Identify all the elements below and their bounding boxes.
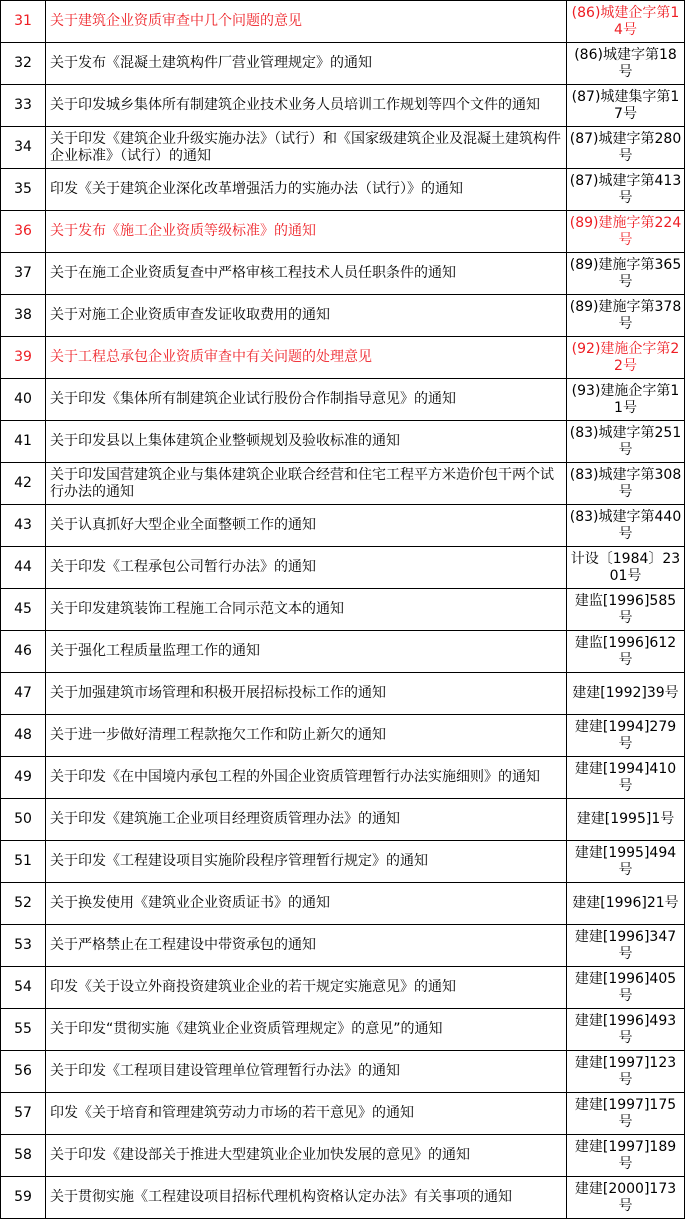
table-row [1,715,685,757]
row-number: 51 [1,841,46,883]
document-number: (93)建施企字第11号 [567,379,685,421]
document-number: 建建[1997]189号 [567,1135,685,1177]
table-row [1,337,685,379]
document-number: 建监[1996]612号 [567,631,685,673]
row-number: 45 [1,589,46,631]
row-number: 47 [1,673,46,715]
document-number: 计设〔1984〕2301号 [567,547,685,589]
table-row [1,1135,685,1177]
document-title: 印发《关于设立外商投资建筑业企业的若干规定实施意见》的通知 [46,967,567,1009]
document-title: 关于印发《在中国境内承包工程的外国企业资质管理暂行办法实施细则》的通知 [46,757,567,799]
table-row [1,883,685,925]
document-title: 关于印发《工程承包公司暂行办法》的通知 [46,547,567,589]
document-number: 建建[1997]175号 [567,1093,685,1135]
document-number: (89)建施字第224号 [567,211,685,253]
row-number: 48 [1,715,46,757]
row-number: 53 [1,925,46,967]
document-number: (87)城建字第280号 [567,127,685,169]
row-number: 49 [1,757,46,799]
table-row [1,841,685,883]
document-title: 关于印发《建筑企业升级实施办法》（试行）和《国家级建筑企业及混凝土建筑构件企业标准》（试行）的通知 [46,127,567,169]
document-title: 关于认真抓好大型企业全面整顿工作的通知 [46,505,567,547]
table-row [1,505,685,547]
row-number: 31 [1,1,46,43]
table-row [1,1093,685,1135]
document-title: 关于加强建筑市场管理和积极开展招标投标工作的通知 [46,673,567,715]
document-title: 关于印发“贯彻实施《建筑业企业资质管理规定》的意见”的通知 [46,1009,567,1051]
row-number: 43 [1,505,46,547]
document-title: 关于换发使用《建筑业企业资质证书》的通知 [46,883,567,925]
table-row [1,211,685,253]
table-row [1,43,685,85]
document-title: 关于贯彻实施《工程建设项目招标代理机构资格认定办法》有关事项的通知 [46,1177,567,1219]
row-number: 39 [1,337,46,379]
table-row [1,757,685,799]
table-row [1,1009,685,1051]
document-number: (83)城建字第308号 [567,463,685,505]
table-row [1,1,685,43]
document-title: 关于强化工程质量监理工作的通知 [46,631,567,673]
table-row [1,253,685,295]
table-row [1,463,685,505]
document-number: 建建[1996]21号 [567,883,685,925]
document-number: (83)城建字第440号 [567,505,685,547]
document-title: 关于印发《建设部关于推进大型建筑业企业加快发展的意见》的通知 [46,1135,567,1177]
document-title: 关于印发国营建筑企业与集体建筑企业联合经营和住宅工程平方米造价包干两个试行办法的通知 [46,463,567,505]
document-title: 关于建筑企业资质审查中几个问题的意见 [46,1,567,43]
document-title: 关于印发《建筑施工企业项目经理资质管理办法》的通知 [46,799,567,841]
document-number: (86)城建企字第14号 [567,1,685,43]
document-number: 建建[1996]493号 [567,1009,685,1051]
document-number: (92)建施企字第22号 [567,337,685,379]
document-number: (87)城建字第413号 [567,169,685,211]
table-row [1,631,685,673]
document-number: 建建[1996]347号 [567,925,685,967]
row-number: 56 [1,1051,46,1093]
document-number: (89)建施字第365号 [567,253,685,295]
table-row [1,127,685,169]
document-title: 印发《关于建筑企业深化改革增强活力的实施办法（试行）》的通知 [46,169,567,211]
row-number: 41 [1,421,46,463]
table-row [1,1051,685,1093]
document-title: 关于发布《施工企业资质等级标准》的通知 [46,211,567,253]
document-title: 关于印发城乡集体所有制建筑企业技术业务人员培训工作规划等四个文件的通知 [46,85,567,127]
row-number: 38 [1,295,46,337]
row-number: 35 [1,169,46,211]
row-number: 54 [1,967,46,1009]
document-title: 关于印发《工程建设项目实施阶段程序管理暂行规定》的通知 [46,841,567,883]
table-row [1,967,685,1009]
row-number: 55 [1,1009,46,1051]
row-number: 58 [1,1135,46,1177]
row-number: 34 [1,127,46,169]
table-row [1,85,685,127]
document-number: 建监[1996]585号 [567,589,685,631]
document-title: 关于发布《混凝土建筑构件厂营业管理规定》的通知 [46,43,567,85]
document-title: 关于进一步做好清理工程款拖欠工作和防止新欠的通知 [46,715,567,757]
table-row [1,925,685,967]
document-title: 印发《关于培育和管理建筑劳动力市场的若干意见》的通知 [46,1093,567,1135]
document-number: 建建[1992]39号 [567,673,685,715]
document-title: 关于印发县以上集体建筑企业整顿规划及验收标准的通知 [46,421,567,463]
document-title: 关于印发《集体所有制建筑企业试行股份合作制指导意见》的通知 [46,379,567,421]
row-number: 42 [1,463,46,505]
row-number: 33 [1,85,46,127]
table-row [1,589,685,631]
document-title: 关于工程总承包企业资质审查中有关问题的处理意见 [46,337,567,379]
table-body [1,1,685,1219]
document-number: (87)城建集字第17号 [567,85,685,127]
document-number: 建建[1994]279号 [567,715,685,757]
table-row [1,169,685,211]
document-number: (83)城建字第251号 [567,421,685,463]
document-number: 建建[1995]1号 [567,799,685,841]
document-number: 建建[2000]173号 [567,1177,685,1219]
row-number: 40 [1,379,46,421]
document-title: 关于严格禁止在工程建设中带资承包的通知 [46,925,567,967]
document-number: (86)城建字第18号 [567,43,685,85]
row-number: 44 [1,547,46,589]
document-title: 关于印发《工程项目建设管理单位管理暂行办法》的通知 [46,1051,567,1093]
row-number: 50 [1,799,46,841]
document-number: 建建[1997]123号 [567,1051,685,1093]
table-row [1,547,685,589]
row-number: 37 [1,253,46,295]
document-number: 建建[1994]410号 [567,757,685,799]
row-number: 36 [1,211,46,253]
document-number: (89)建施字第378号 [567,295,685,337]
document-number: 建建[1996]405号 [567,967,685,1009]
row-number: 57 [1,1093,46,1135]
document-number: 建建[1995]494号 [567,841,685,883]
row-number: 32 [1,43,46,85]
document-title: 关于在施工企业资质复查中严格审核工程技术人员任职条件的通知 [46,253,567,295]
table-row [1,799,685,841]
table-row [1,673,685,715]
table-row [1,379,685,421]
row-number: 46 [1,631,46,673]
table-row [1,1177,685,1219]
row-number: 59 [1,1177,46,1219]
table-row [1,295,685,337]
document-title: 关于印发建筑装饰工程施工合同示范文本的通知 [46,589,567,631]
document-title: 关于对施工企业资质审查发证收取费用的通知 [46,295,567,337]
row-number: 52 [1,883,46,925]
table-row [1,421,685,463]
